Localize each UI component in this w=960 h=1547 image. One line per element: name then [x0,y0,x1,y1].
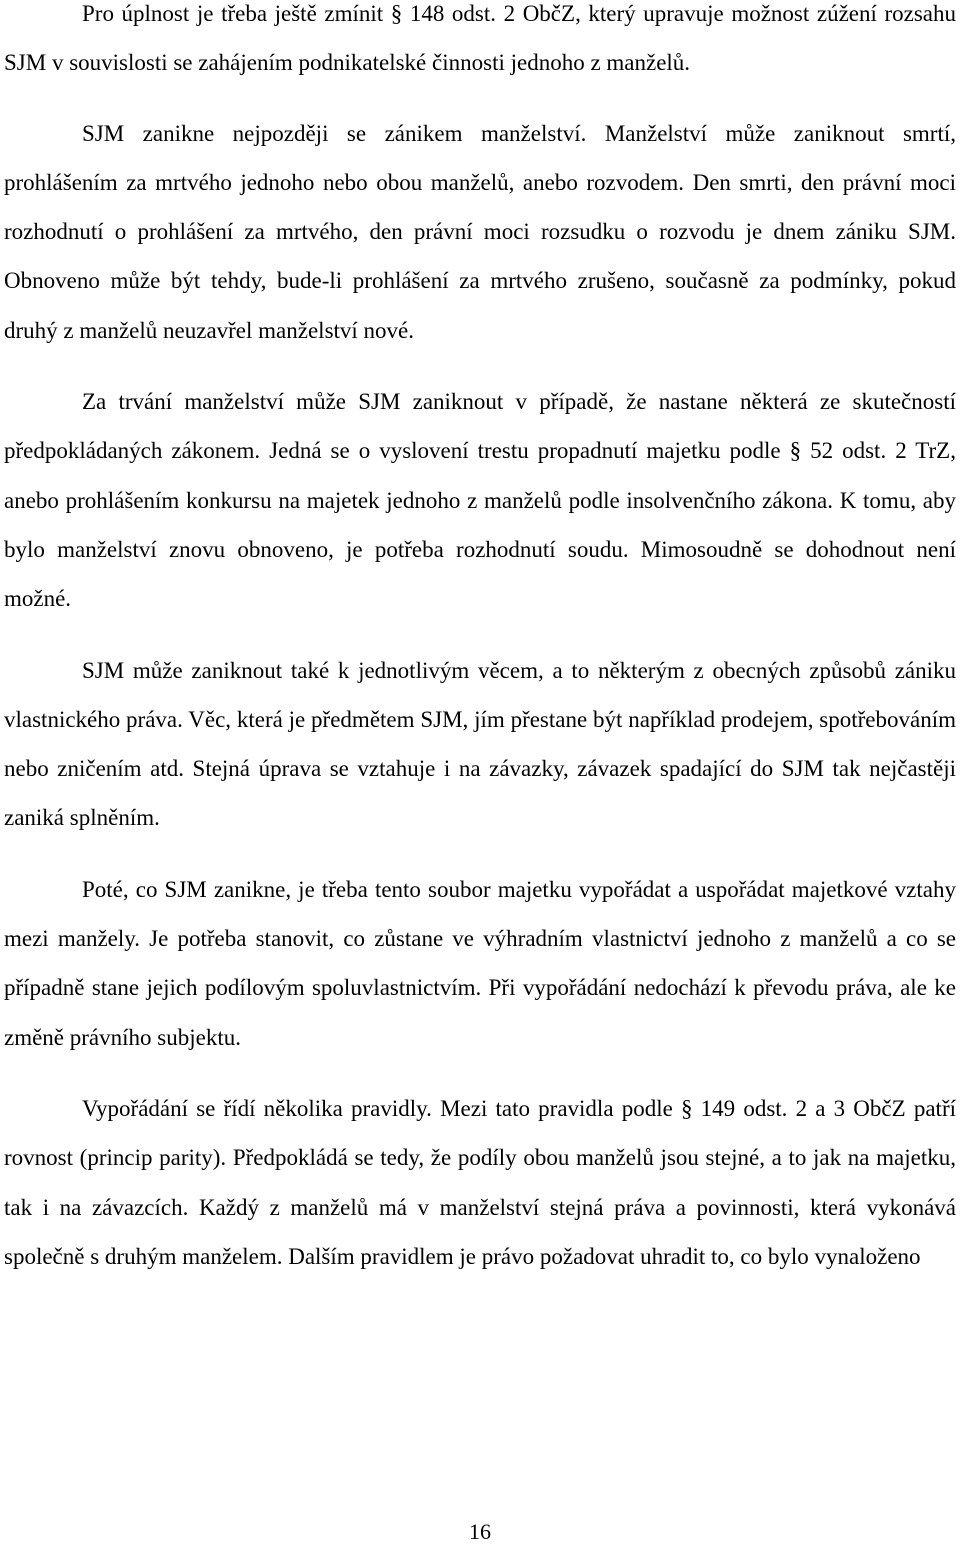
paragraph-individual-things: SJM může zaniknout také k jednotlivým věcem, a to některým z obecných způsobů zániku vlastnického práva. Věc, která je předmětem SJM, jím přestane být například prodejem, spotřebováním nebo zničením atd. Stejná úprava se vztahuje i na závazky, závazek spadající do SJM tak nejčastěji zaniká splněním. [4,657,956,831]
paragraph-settlement-rules: Vypořádání se řídí několika pravidly. Mezi tato pravidla podle § 149 odst. 2 a 3 ObčZ patří rovnost (princip parity). Předpokládá se tedy, že podíly obou manželů jsou stejné, a to jak na majetku, tak i na závazcích. Každý z manželů má v manželství stejná práva a povinnosti, která vykonává společně s druhým manželem. Dalším pravidlem je právo požadovat uhradit to, co bylo vynaloženo [4,1095,956,1269]
page-number: 16 [469,1519,491,1544]
paragraph-sjm-narrowing: Pro úplnost je třeba ještě zmínit § 148 odst. 2 ObčZ, který upravuje možnost zúžení rozsahu SJM v souvislosti se zahájením podnikatelské činnosti jednoho z manželů. [4,1,956,76]
paragraph-settlement: Poté, co SJM zanikne, je třeba tento soubor majetku vypořádat a uspořádat majetkové vztahy mezi manžely. Je potřeba stanovit, co zůstane ve výhradním vlastnictví jednoho z manželů a co se případně stane jejich podílovým spoluvlastnictvím. Při vypořádání nedochází k převodu práva, ale ke změně právního subjektu. [4,876,956,1050]
document-page [4,0,956,1281]
paragraph-termination-during-marriage: Za trvání manželství může SJM zaniknout v případě, že nastane některá ze skutečností předpokládaných zákonem. Jedná se o vyslovení trestu propadnutí majetku podle § 52 odst. 2 TrZ, anebo prohlášením konkursu na majetek jednoho z manželů podle insolvenčního zákona. K tomu, aby bylo manželství znovu obnoveno, je potřeba rozhodnutí soudu. Mimosoudně se dohodnout není možné. [4,389,956,612]
paragraph-sjm-termination: SJM zanikne nejpozději se zánikem manželství. Manželství může zaniknout smrtí, prohlášením za mrtvého jednoho nebo obou manželů, anebo rozvodem. Den smrti, den právní moci rozhodnutí o prohlášení za mrtvého, den právní moci rozsudku o rozvodu je dnem zániku SJM. Obnoveno může být tehdy, bude-li prohlášení za mrtvého zrušeno, současně za podmínky, pokud druhý z manželů neuzavřel manželství nové. [4,120,956,343]
